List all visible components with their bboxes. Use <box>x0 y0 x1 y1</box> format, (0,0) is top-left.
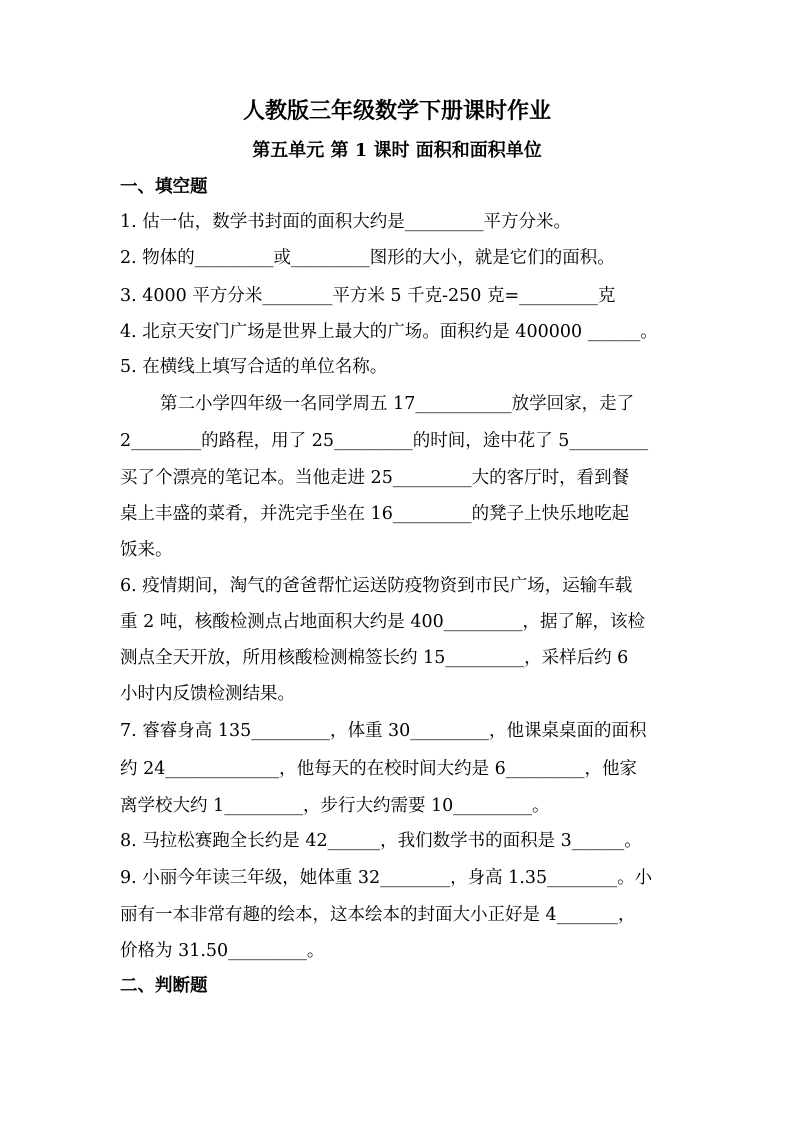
question-9: 9. 小丽今年读三年级，她体重 32________，身高 1.35________。小 <box>120 868 653 888</box>
question-5: 5. 在横线上填写合适的单位名称。 <box>120 357 388 377</box>
page-title: 人教版三年级数学下册课时作业 <box>242 98 551 124</box>
page-subtitle: 第五单元 第 1 课时 面积和面积单位 <box>252 140 542 161</box>
question-2: 2. 物体的_________或_________图形的大小，就是它们的面积。 <box>120 248 615 268</box>
question-6: 6. 疫情期间，淘气的爸爸帮忙运送防疫物资到市民广场，运输车载 <box>120 576 633 596</box>
question-5-passage-line: 桌上丰盛的菜肴，并洗完手坐在 16_________的凳子上快乐地吃起 <box>120 504 630 524</box>
section-heading-true-false: 二、判断题 <box>120 976 208 996</box>
question-5-passage-line: 买了个漂亮的笔记本。当他走进 25_________大的客厅时，看到餐 <box>120 468 630 488</box>
question-7: 7. 睿睿身高 135_________，体重 30_________，他课桌桌面的面积 <box>120 721 647 741</box>
section-heading-fill-in: 一、填空题 <box>120 177 208 197</box>
question-6-line: 小时内反馈检测结果。 <box>120 684 295 704</box>
question-8: 8. 马拉松赛跑全长约是 42______，我们数学书的面积是 3______。 <box>120 831 642 851</box>
question-7-line: 约 24_____________，他每天的在校时间大约是 6_________，他家 <box>120 759 638 779</box>
question-5-passage-line: 2________的路程，用了 25_________的时间，途中花了 5_________ <box>120 431 649 451</box>
question-1: 1. 估一估，数学书封面的面积大约是_________平方分米。 <box>120 212 572 232</box>
question-3: 3. 4000 平方分米________平方米 5 千克-250 克=_________克 <box>120 286 616 306</box>
question-6-line: 测点全天开放，所用核酸检测棉签长约 15_________，采样后约 6 <box>120 648 629 668</box>
question-9-line: 价格为 31.50_________。 <box>120 941 325 961</box>
question-4: 4. 北京天安门广场是世界上最大的广场。面积约是 400000 ______。 <box>120 322 658 342</box>
question-7-line: 离学校大约 1_________，步行大约需要 10_________。 <box>120 796 550 816</box>
question-5-passage-line: 第二小学四年级一名同学周五 17___________放学回家，走了 <box>160 394 635 414</box>
question-9-line: 丽有一本非常有趣的绘本，这本绘本的封面大小正好是 4_______， <box>120 905 636 925</box>
question-6-line: 重 2 吨，核酸检测点占地面积大约是 400_________，据了解，该检 <box>120 612 645 632</box>
question-5-passage-line: 饭来。 <box>120 540 173 560</box>
